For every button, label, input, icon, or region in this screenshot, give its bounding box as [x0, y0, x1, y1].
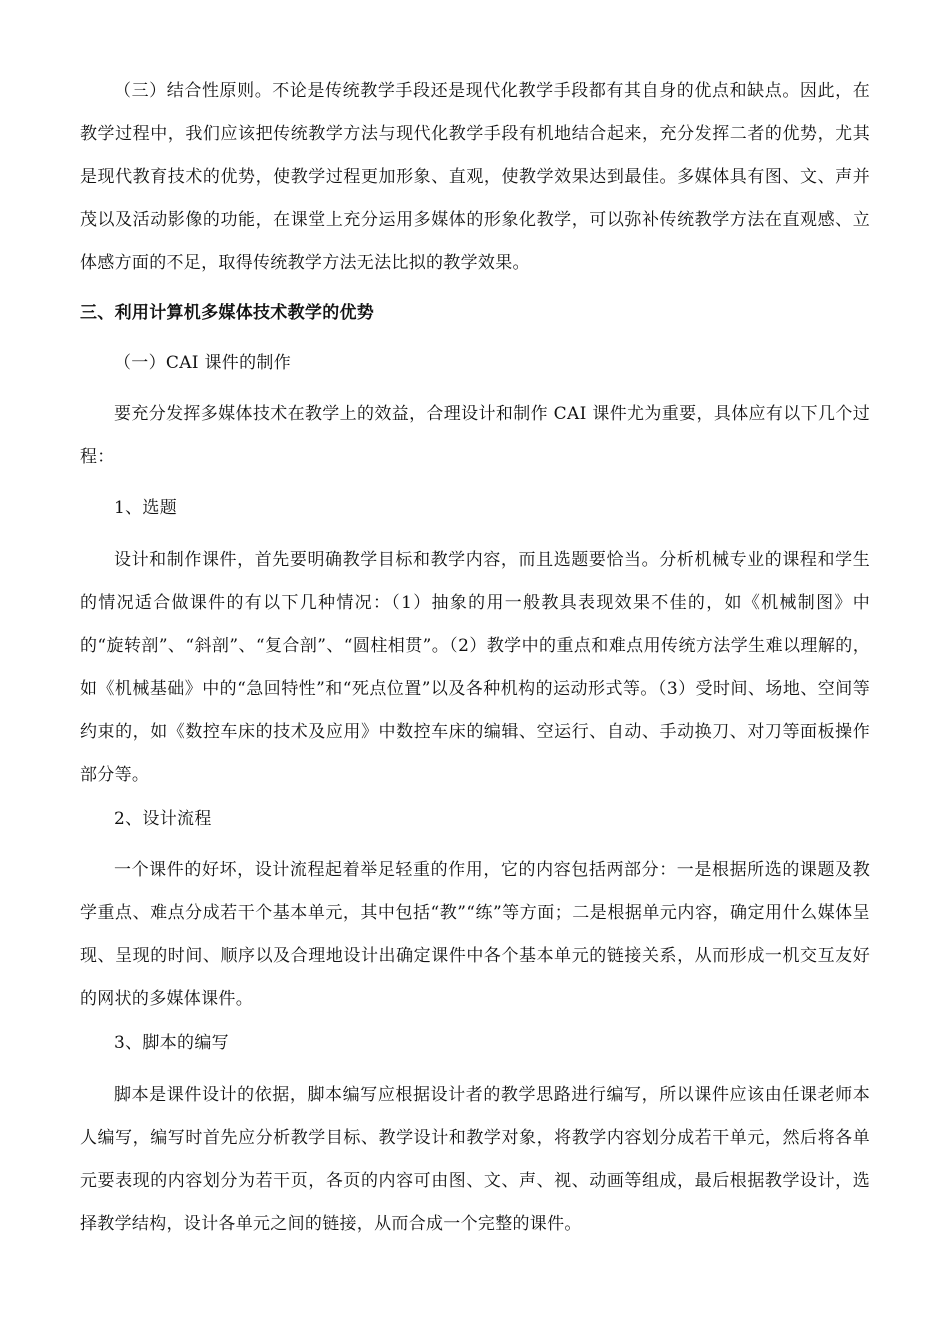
paragraph-script-writing: 脚本是课件设计的依据，脚本编写应根据设计者的教学思路进行编写，所以课件应该由任课老师本人编写，编写时首先应分析教学目标、教学设计和教学对象，将教学内容划分成若干单元，然后将各单元要表现的内容划分为若干页，各页的内容可由图、文、声、视、动画等组成，最后根据教学设计，选择教学结构，设计各单元之间的链接，从而合成一个完整的课件。: [80, 1085, 870, 1234]
item-title-topic: 1、选题: [114, 498, 178, 518]
item-title-design-flow: 2、设计流程: [114, 809, 212, 829]
paragraph-combination-principle: （三）结合性原则。不论是传统教学手段还是现代化教学手段都有其自身的优点和缺点。因此，在教学过程中，我们应该把传统教学方法与现代化教学手段有机地结合起来，充分发挥二者的优势，尤其是现代教育技术的优势，使教学过程更加形象、直观，使教学效果达到最佳。多媒体具有图、文、声并茂以及活动影像的功能，在课堂上充分运用多媒体的形象化教学，可以弥补传统教学方法在直观感、立体感方面的不足，取得传统教学方法无法比拟的教学效果。: [80, 81, 870, 273]
paragraph-design-flow: 一个课件的好坏，设计流程起着举足轻重的作用，它的内容包括两部分：一是根据所选的课题及教学重点、难点分成若干个基本单元，其中包括“教”“练”等方面；二是根据单元内容，确定用什么媒体呈现、呈现的时间、顺序以及合理地设计出确定课件中各个基本单元的链接关系，从而形成一机交互友好的网状的多媒体课件。: [80, 860, 870, 1009]
paragraph-topic-selection: 设计和制作课件，首先要明确教学目标和教学内容，而且选题要恰当。分析机械专业的课程和学生的情况适合做课件的有以下几种情况：（1）抽象的用一般教具表现效果不佳的，如《机械制图》中的“旋转剖”、“斜剖”、“复合剖”、“圆柱相贯”。（2）教学中的重点和难点用传统方法学生难以理解的，如《机械基础》中的“急回特性”和“死点位置”以及各种机构的运动形式等。（3）受时间、场地、空间等约束的，如《数控车床的技术及应用》中数控车床的编辑、空运行、自动、手动换刀、对刀等面板操作部分等。: [80, 550, 870, 785]
section-heading: 三、利用计算机多媒体技术教学的优势: [80, 303, 375, 323]
sub-heading-cai: （一）CAI 课件的制作: [114, 353, 292, 373]
item-title-script-writing: 3、脚本的编写: [114, 1033, 229, 1053]
paragraph-cai-intro: 要充分发挥多媒体技术在教学上的效益，合理设计和制作 CAI 课件尤为重要，具体应有以下几个过程：: [80, 404, 870, 467]
